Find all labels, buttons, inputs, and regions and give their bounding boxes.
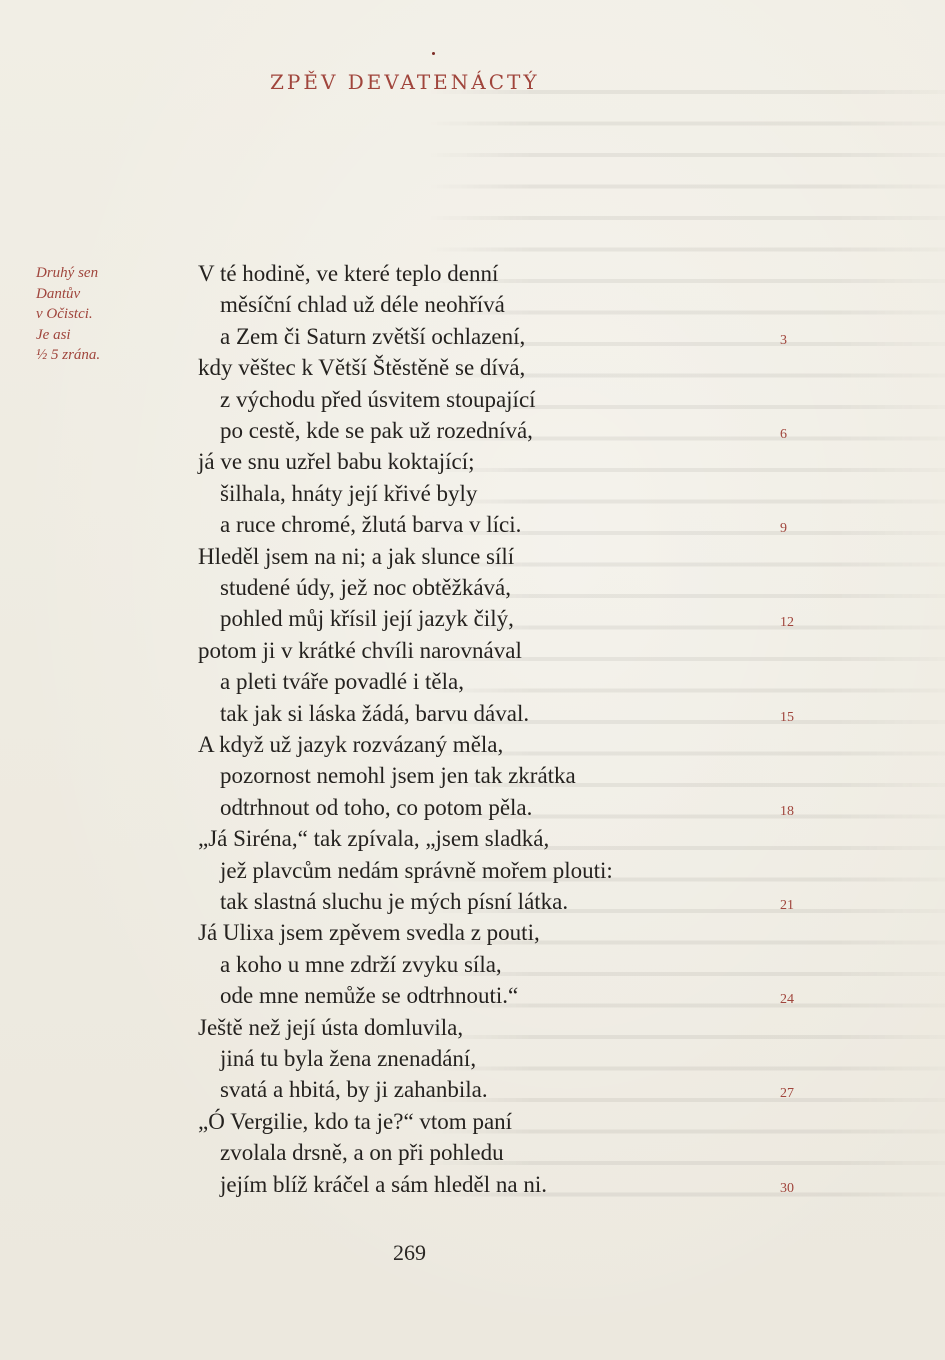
verse-line: z východu před úsvitem stoupající [220,386,536,412]
line-number: 3 [780,332,787,348]
verse-line: kdy věštec k Větší Štěstěně se dívá, [198,355,526,381]
canto-title: ZPĚV DEVATENÁCTÝ [270,70,540,94]
verse-line: šilhala, hnáty její křivé byly [220,480,478,506]
verse-line: ode mne nemůže se odtrhnouti.“ [220,983,519,1009]
gloss-line: Dantův [36,285,81,302]
verse-line: a ruce chromé, žlutá barva v líci. [220,512,522,538]
verse-line: odtrhnout od toho, co potom pěla. [220,794,533,820]
verse-line: studené údy, jež noc obtěžkává, [220,575,512,600]
verse-line: pohled můj křísil její jazyk čilý, [220,606,514,632]
line-number: 18 [780,803,794,819]
line-number: 12 [780,615,794,631]
margin-gloss [36,263,146,366]
line-number: 21 [780,898,794,913]
verse-line: a koho u mne zdrží zvyku síla, [220,951,502,977]
verse-line: a pleti tváře povadlé i těla, [220,669,464,695]
gloss-line: Druhý sen [36,265,99,281]
line-number: 30 [780,1180,794,1196]
line-number: 27 [780,1086,794,1102]
verse-line: „Já Siréna,“ tak zpívala, „jsem sladká, [198,826,550,852]
line-number: 9 [780,521,787,537]
verse-line: jejím blíž kráčel a sám hleděl na ni. [220,1171,547,1197]
ink-speck [432,52,435,55]
verse-line: A když už jazyk rozvázaný měla, [198,732,504,757]
gloss-line: v Očistci. [36,306,93,322]
verse-line: potom ji v krátké chvíli narovnával [198,637,522,663]
verse-line: já ve snu uzřel babu koktající; [198,449,475,475]
line-number: 24 [780,992,794,1008]
verse-line: měsíční chlad už déle neohřívá [220,292,505,318]
verse-line: svatá a hbitá, by ji zahanbila. [220,1077,488,1103]
verse-line: jiná tu byla žena znenadání, [220,1046,477,1071]
verse-line: po cestě, kde se pak už rozednívá, [220,418,533,443]
verse-line: tak jak si láska žádá, barvu dával. [220,700,530,726]
verse-line: zvolala drsně, a on při pohledu [220,1140,504,1166]
verse-line: tak slastná sluchu je mých písní látka. [220,889,569,914]
verse-line: „Ó Vergilie, kdo ta je?“ vtom paní [198,1108,513,1134]
verse-line: jež plavcům nedám správně mořem plouti: [220,857,613,883]
verse-line: Hleděl jsem na ni; a jak slunce sílí [198,543,515,569]
gloss-line: ½ 5 zrána. [36,347,101,363]
verse-line: Ještě než její ústa domluvila, [198,1014,464,1040]
verse-line: Já Ulixa jsem zpěvem svedla z pouti, [198,920,540,946]
gloss-line: Je asi [36,326,71,343]
verse-line: pozornost nemohl jsem jen tak zkrátka [220,763,576,789]
verse-line: V té hodině, ve které teplo denní [198,261,499,286]
verse-line: a Zem či Saturn zvětší ochlazení, [220,323,526,349]
line-number: 6 [780,427,787,442]
page-number: 269 [393,1240,426,1265]
line-number: 15 [780,709,794,725]
